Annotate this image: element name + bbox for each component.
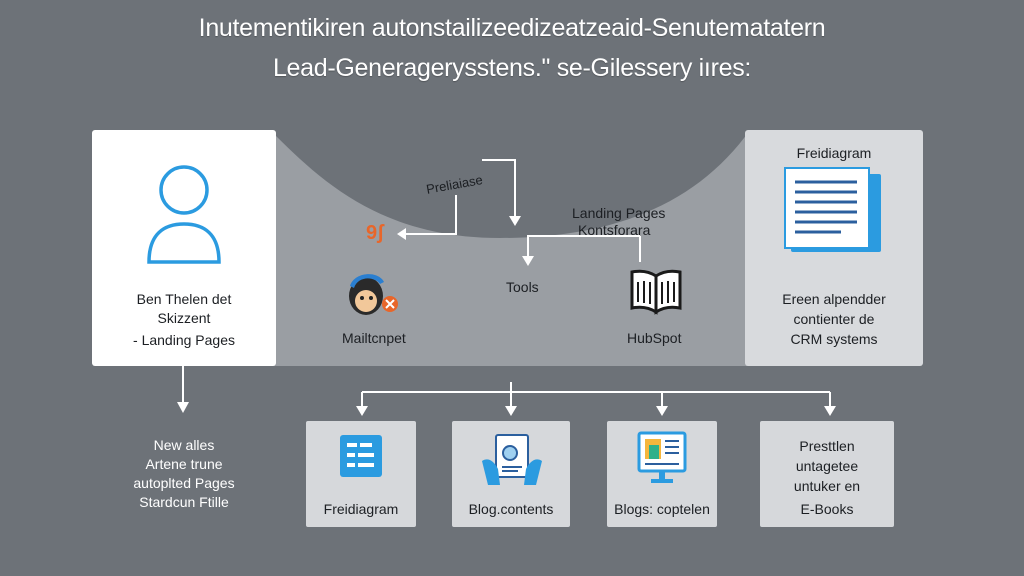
card-blogs-coptelen-label: Blogs: coptelen <box>614 501 710 517</box>
card-ebooks-line-3: untuker en <box>793 478 861 494</box>
tools-label: Tools <box>506 279 539 295</box>
landing-pages-label: Landing Pages <box>572 205 666 221</box>
user-icon <box>144 162 224 266</box>
connector-preliaiase <box>482 160 515 218</box>
hubspot-label: HubSpot <box>627 330 682 346</box>
kontsforara-label: Kontsforara <box>578 222 651 238</box>
card-blogs-coptelen <box>607 421 717 527</box>
form-icon <box>338 433 384 479</box>
card-ebooks <box>760 421 894 527</box>
card-blog-contents <box>452 421 570 527</box>
card-ebooks-label: E-Books <box>800 501 854 517</box>
left-bottom-line-1: New alles <box>153 437 215 453</box>
right-panel-line-1: Ereen alpendder <box>782 291 886 307</box>
left-panel-line-1: Ben Thelen det <box>136 291 232 307</box>
left-bottom-line-4: Stardcun Ftille <box>139 494 229 510</box>
right-panel <box>745 130 923 366</box>
preliaiase-label: Preliaiase <box>425 172 484 197</box>
card-blog-contents-label: Blog.contents <box>468 501 554 517</box>
g-glyph-icon: 9ʃ <box>366 222 384 244</box>
title-line-2: Lead-Generagerysstens." se-Gilessery iıres: <box>272 54 752 82</box>
left-panel-line-3: - Landing Pages <box>133 332 235 348</box>
mailchimp-label: Mailtcnpet <box>342 330 406 346</box>
left-bottom-line-3: autoplted Pages <box>133 475 235 491</box>
right-panel-line-2: contienter de <box>793 311 875 327</box>
title-line-1: Inutementikiren autonstailizeedizeatzeaid-Senutematatern <box>198 14 826 42</box>
monitor-icon <box>637 431 687 487</box>
mailchimp-icon <box>344 268 410 318</box>
right-panel-title: Freidiagram <box>796 145 872 161</box>
tablet-hands-icon <box>480 431 544 487</box>
left-bottom-line-2: Artene trune <box>145 456 223 472</box>
left-down-arrow <box>177 366 189 413</box>
bottom-distribution <box>356 382 836 416</box>
left-panel-line-2: Skizzent <box>157 310 211 326</box>
document-icon <box>781 164 889 258</box>
right-panel-line-3: CRM systems <box>790 331 878 347</box>
book-icon <box>628 266 684 316</box>
card-ebooks-line-2: untagetee <box>795 458 859 474</box>
card-ebooks-line-1: Presttlen <box>799 438 855 454</box>
card-freidiagram <box>306 421 416 527</box>
card-freidiagram-label: Freidiagram <box>323 501 399 517</box>
left-panel <box>92 130 276 366</box>
